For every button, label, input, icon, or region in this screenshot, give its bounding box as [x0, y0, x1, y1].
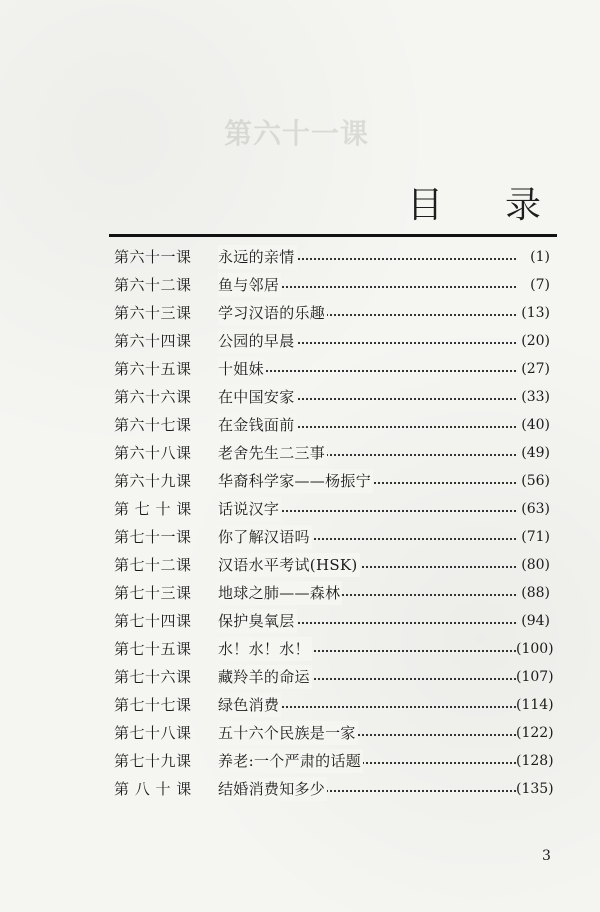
heading-char-right: 录 [505, 185, 542, 226]
lesson-title: 在金钱面前 [218, 413, 297, 437]
toc-row [114, 245, 550, 269]
lesson-title: 绿色消费 [218, 693, 281, 717]
lesson-code: 第七十二课 [114, 556, 192, 574]
lesson-code: 第六十四课 [114, 332, 192, 350]
toc-row [114, 301, 550, 325]
toc-row [114, 497, 550, 521]
page-number: (40) [521, 417, 550, 433]
toc-row [114, 609, 550, 633]
lesson-code: 第六十八课 [114, 444, 192, 462]
page-number: (88) [521, 585, 550, 601]
toc-row [114, 693, 554, 717]
heading-char-left: 目 [407, 185, 444, 226]
lesson-code: 第六十五课 [114, 360, 192, 378]
lesson-title: 结婚消费知多少 [218, 777, 327, 801]
document-page-number: 3 [542, 848, 551, 864]
lesson-title: 你了解汉语吗 [218, 525, 312, 549]
lesson-title: 华裔科学家——杨振宁 [218, 469, 373, 493]
lesson-title: 老舍先生二三事 [218, 441, 327, 465]
toc-row [114, 329, 550, 353]
lesson-title: 汉语水平考试(HSK) [218, 553, 360, 577]
toc-row [114, 553, 550, 577]
toc-row [114, 525, 550, 549]
page-number: (107) [516, 669, 554, 685]
toc-row [114, 665, 554, 689]
page-number: (1) [530, 249, 550, 265]
toc-row [114, 357, 550, 381]
page-number: (49) [521, 445, 550, 461]
lesson-code: 第七十五课 [114, 640, 192, 658]
page-number: (135) [516, 781, 554, 797]
table-of-contents-heading [407, 184, 557, 228]
toc-row [114, 385, 550, 409]
page-number: (71) [521, 529, 550, 545]
page-number: (20) [521, 333, 550, 349]
lesson-title: 五十六个民族是一家 [218, 721, 358, 745]
lesson-title: 话说汉字 [218, 497, 281, 521]
lesson-code: 第六十一课 [114, 248, 192, 266]
lesson-title: 学习汉语的乐趣 [218, 301, 327, 325]
toc-row [114, 749, 554, 773]
lesson-code: 第七十八课 [114, 724, 192, 742]
page-number: (94) [521, 613, 550, 629]
lesson-title: 保护臭氧层 [218, 609, 297, 633]
page-number: (100) [516, 641, 554, 657]
lesson-code: 第六十七课 [114, 416, 192, 434]
lesson-title: 鱼与邻居 [218, 273, 281, 297]
heading-rule [109, 234, 557, 237]
lesson-title: 永远的亲情 [218, 245, 297, 269]
lesson-title: 藏羚羊的命运 [218, 665, 312, 689]
toc-row [114, 777, 554, 801]
lesson-code: 第七十一课 [114, 528, 192, 546]
lesson-title: 十姐妹 [218, 357, 266, 381]
page-number: (13) [521, 305, 550, 321]
page-number: (27) [521, 361, 550, 377]
page-number: (80) [521, 557, 550, 573]
toc-row [114, 469, 550, 493]
toc-row [114, 441, 550, 465]
lesson-code: 第六十二课 [114, 276, 192, 294]
page-number: (7) [530, 277, 550, 293]
lesson-code: 第七十六课 [114, 668, 192, 686]
page-number: (122) [516, 725, 554, 741]
background-bleed-title: 第六十一课 [224, 117, 370, 150]
lesson-code: 第七十三课 [114, 584, 192, 602]
lesson-code: 第六十九课 [114, 472, 192, 490]
page-number: (56) [521, 473, 550, 489]
toc-row [114, 273, 550, 297]
lesson-title: 在中国安家 [218, 385, 297, 409]
lesson-code: 第六十三课 [114, 304, 192, 322]
lesson-code: 第七十九课 [114, 752, 192, 770]
page-number: (33) [521, 389, 550, 405]
toc-row [114, 581, 550, 605]
lesson-title: 地球之肺——森林 [218, 581, 342, 605]
lesson-code: 第六十六课 [114, 388, 192, 406]
page-number: (114) [516, 697, 554, 713]
toc-row [114, 637, 554, 661]
lesson-code: 第 八 十 课 [114, 780, 192, 798]
lesson-code: 第七十四课 [114, 612, 192, 630]
lesson-title: 公园的早晨 [218, 329, 297, 353]
lesson-title: 养老:一个严肃的话题 [218, 749, 363, 773]
lesson-code: 第七十七课 [114, 696, 192, 714]
lesson-code: 第 七 十 课 [114, 500, 192, 518]
lesson-title: 水！水！水！ [218, 637, 312, 661]
page-number: (128) [516, 753, 554, 769]
toc-row [114, 721, 554, 745]
page-number: (63) [521, 501, 550, 517]
toc-row [114, 413, 550, 437]
